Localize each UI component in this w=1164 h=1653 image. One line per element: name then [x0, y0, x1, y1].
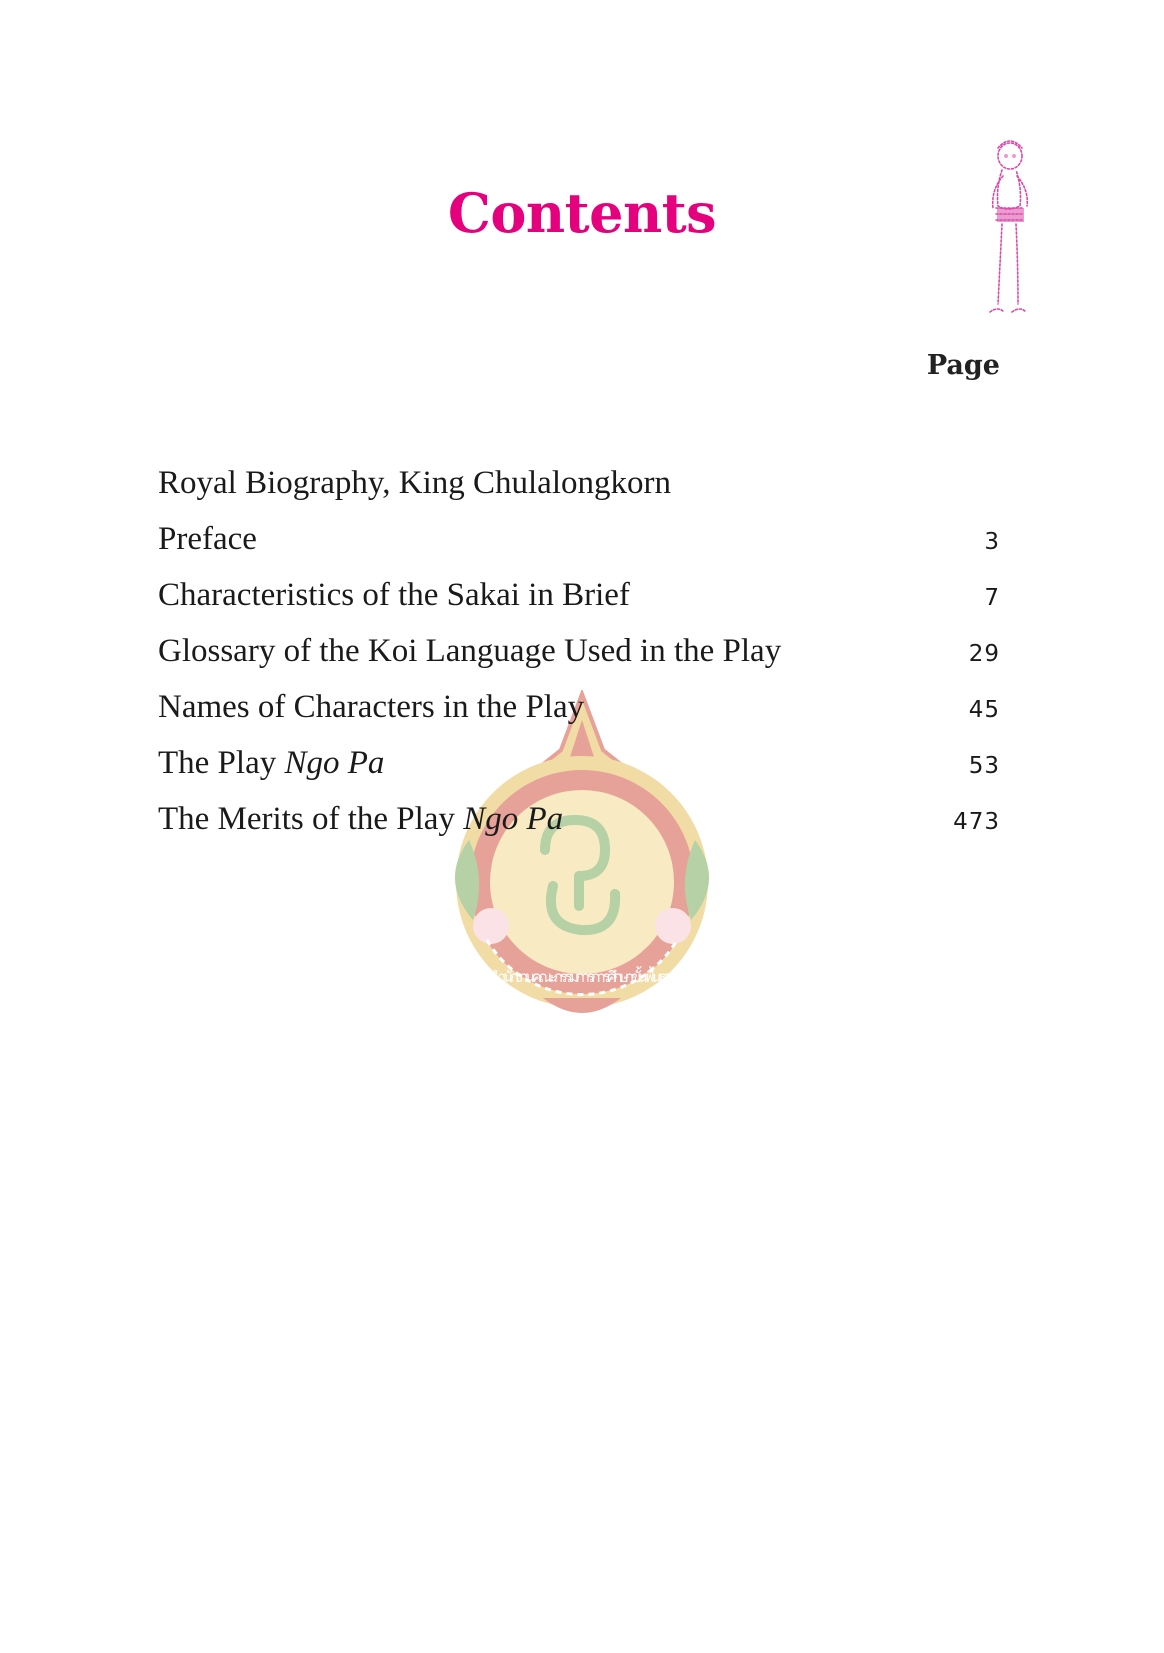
- toc-entry-title: Characteristics of the Sakai in Brief: [158, 577, 630, 613]
- toc-entry-page: 473: [953, 809, 1000, 835]
- toc-entry-title: Names of Characters in the Play: [158, 689, 585, 725]
- toc-entry[interactable]: [158, 623, 1000, 679]
- toc-entry[interactable]: [158, 511, 1000, 567]
- toc-entry-title: Preface: [158, 521, 257, 557]
- toc-entry-title: Glossary of the Koi Language Used in the Play: [158, 633, 782, 669]
- sakai-figure-icon: [976, 134, 1040, 330]
- toc-entry-title: The Play Ngo Pa: [158, 745, 385, 781]
- toc-entry-page: 45: [968, 697, 1000, 723]
- table-of-contents: [158, 455, 1000, 847]
- toc-entry-page: 53: [968, 753, 1000, 779]
- toc-entry[interactable]: [158, 735, 1000, 791]
- page-title: Contents: [447, 181, 717, 245]
- toc-entry-title: Royal Biography, King Chulalongkorn: [158, 465, 671, 501]
- page-column-header: Page: [926, 350, 1000, 381]
- toc-entry[interactable]: [158, 455, 1000, 511]
- toc-entry-title: The Merits of the Play Ngo Pa: [158, 801, 564, 837]
- toc-entry-page: 29: [968, 641, 1000, 667]
- toc-entry[interactable]: [158, 679, 1000, 735]
- toc-entry[interactable]: [158, 791, 1000, 847]
- emblem-text: สำนักงานคณะกรรมการการศึกษาขั้นพื้นฐาน: [488, 968, 679, 986]
- toc-entry-page: 7: [984, 585, 1000, 611]
- toc-entry-page: 3: [984, 529, 1000, 555]
- toc-entry[interactable]: [158, 567, 1000, 623]
